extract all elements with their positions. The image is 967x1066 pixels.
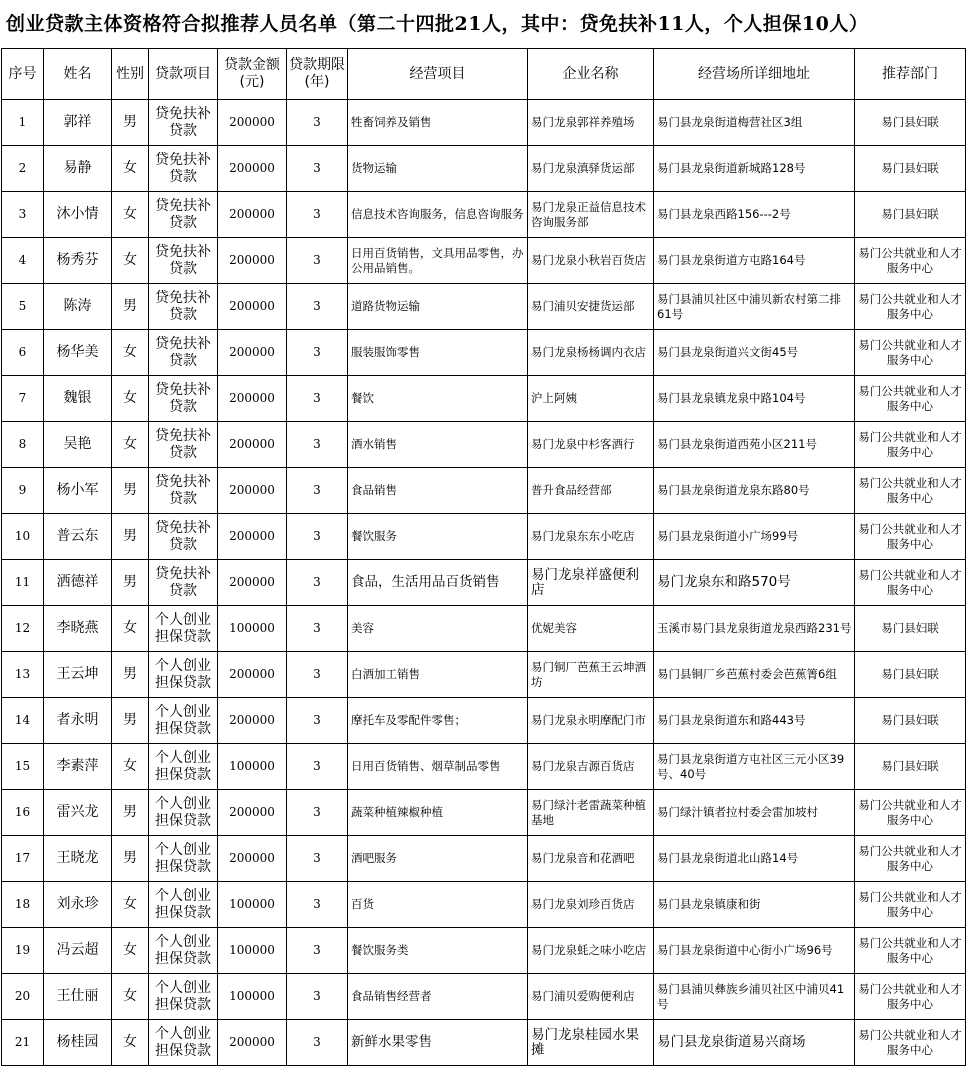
cell-idx: 16 bbox=[2, 790, 44, 836]
cell-term: 3 bbox=[287, 514, 348, 560]
recommendation-table bbox=[1, 48, 966, 1066]
header-row bbox=[2, 49, 966, 100]
cell-address: 易门县龙泉西路156---2号 bbox=[654, 192, 855, 238]
cell-company: 优妮美容 bbox=[528, 606, 654, 652]
table-row bbox=[2, 560, 966, 606]
cell-address: 易门县龙泉街道西苑小区211号 bbox=[654, 422, 855, 468]
header-project: 贷款项目 bbox=[149, 49, 218, 100]
cell-name: 王云坤 bbox=[44, 652, 112, 698]
cell-term: 3 bbox=[287, 698, 348, 744]
header-term: 贷款期限(年) bbox=[287, 49, 348, 100]
cell-idx: 20 bbox=[2, 974, 44, 1020]
cell-address: 易门县浦贝彝族乡浦贝社区中浦贝41号 bbox=[654, 974, 855, 1020]
cell-idx: 2 bbox=[2, 146, 44, 192]
cell-address: 玉溪市易门县龙泉街道龙泉西路231号 bbox=[654, 606, 855, 652]
cell-address: 易门县龙泉镇康和街 bbox=[654, 882, 855, 928]
cell-address: 易门县龙泉街道中心街小广场96号 bbox=[654, 928, 855, 974]
cell-address: 易门县龙泉街道东和路443号 bbox=[654, 698, 855, 744]
cell-dept: 易门公共就业和人才服务中心 bbox=[855, 376, 966, 422]
cell-amount: 100000 bbox=[218, 606, 287, 652]
cell-term: 3 bbox=[287, 192, 348, 238]
cell-business: 日用百货销售、烟草制品零售 bbox=[348, 744, 528, 790]
cell-business: 酒吧服务 bbox=[348, 836, 528, 882]
cell-project: 贷免扶补贷款 bbox=[149, 284, 218, 330]
cell-term: 3 bbox=[287, 468, 348, 514]
cell-name: 冯云超 bbox=[44, 928, 112, 974]
cell-name: 王晓龙 bbox=[44, 836, 112, 882]
header-dept: 推荐部门 bbox=[855, 49, 966, 100]
cell-gender: 男 bbox=[112, 560, 149, 606]
cell-amount: 200000 bbox=[218, 238, 287, 284]
cell-company: 易门龙泉桂园水果摊 bbox=[528, 1020, 654, 1066]
cell-idx: 17 bbox=[2, 836, 44, 882]
cell-address: 易门县龙泉街道北山路14号 bbox=[654, 836, 855, 882]
cell-project: 个人创业担保贷款 bbox=[149, 836, 218, 882]
cell-business: 酒水销售 bbox=[348, 422, 528, 468]
cell-company: 易门龙泉东东小吃店 bbox=[528, 514, 654, 560]
cell-business: 餐饮 bbox=[348, 376, 528, 422]
table-row bbox=[2, 974, 966, 1020]
cell-gender: 女 bbox=[112, 422, 149, 468]
cell-company: 易门龙泉郭祥养殖场 bbox=[528, 100, 654, 146]
cell-term: 3 bbox=[287, 882, 348, 928]
cell-project: 贷免扶补贷款 bbox=[149, 468, 218, 514]
cell-dept: 易门县妇联 bbox=[855, 698, 966, 744]
cell-amount: 200000 bbox=[218, 790, 287, 836]
cell-business: 食品销售经营者 bbox=[348, 974, 528, 1020]
page-title: 创业贷款主体资格符合拟推荐人员名单（第二十四批21人，其中：贷免扶补11人，个人担保10人） bbox=[6, 13, 869, 35]
cell-gender: 男 bbox=[112, 836, 149, 882]
table-row bbox=[2, 330, 966, 376]
cell-business: 日用百货销售，文具用品零售，办公用品销售。 bbox=[348, 238, 528, 284]
cell-project: 贷免扶补贷款 bbox=[149, 330, 218, 376]
cell-gender: 女 bbox=[112, 882, 149, 928]
table-row bbox=[2, 744, 966, 790]
cell-project: 个人创业担保贷款 bbox=[149, 606, 218, 652]
cell-term: 3 bbox=[287, 560, 348, 606]
cell-business: 食品销售 bbox=[348, 468, 528, 514]
cell-amount: 200000 bbox=[218, 330, 287, 376]
cell-name: 洒德祥 bbox=[44, 560, 112, 606]
cell-business: 蔬菜种植辣椒种植 bbox=[348, 790, 528, 836]
cell-gender: 男 bbox=[112, 514, 149, 560]
cell-company: 易门龙泉永明摩配门市 bbox=[528, 698, 654, 744]
cell-amount: 200000 bbox=[218, 652, 287, 698]
cell-project: 贷免扶补贷款 bbox=[149, 560, 218, 606]
cell-company: 易门龙泉滇驿货运部 bbox=[528, 146, 654, 192]
cell-dept: 易门公共就业和人才服务中心 bbox=[855, 560, 966, 606]
cell-gender: 女 bbox=[112, 1020, 149, 1066]
table-row bbox=[2, 192, 966, 238]
cell-gender: 男 bbox=[112, 100, 149, 146]
cell-name: 陈涛 bbox=[44, 284, 112, 330]
cell-gender: 女 bbox=[112, 928, 149, 974]
table-row bbox=[2, 698, 966, 744]
table-row bbox=[2, 790, 966, 836]
cell-amount: 100000 bbox=[218, 928, 287, 974]
header-address: 经营场所详细地址 bbox=[654, 49, 855, 100]
cell-business: 餐饮服务类 bbox=[348, 928, 528, 974]
cell-project: 贷免扶补贷款 bbox=[149, 422, 218, 468]
cell-project: 贷免扶补贷款 bbox=[149, 238, 218, 284]
cell-project: 个人创业担保贷款 bbox=[149, 1020, 218, 1066]
cell-idx: 9 bbox=[2, 468, 44, 514]
cell-company: 易门龙泉小秋岩百货店 bbox=[528, 238, 654, 284]
cell-project: 贷免扶补贷款 bbox=[149, 514, 218, 560]
cell-project: 个人创业担保贷款 bbox=[149, 652, 218, 698]
cell-address: 易门龙泉东和路570号 bbox=[654, 560, 855, 606]
cell-name: 沐小情 bbox=[44, 192, 112, 238]
cell-amount: 200000 bbox=[218, 698, 287, 744]
cell-term: 3 bbox=[287, 928, 348, 974]
cell-company: 易门龙泉正益信息技术咨询服务部 bbox=[528, 192, 654, 238]
cell-company: 易门龙泉中杉客酒行 bbox=[528, 422, 654, 468]
cell-idx: 15 bbox=[2, 744, 44, 790]
cell-name: 刘永珍 bbox=[44, 882, 112, 928]
table-row bbox=[2, 606, 966, 652]
cell-dept: 易门公共就业和人才服务中心 bbox=[855, 330, 966, 376]
cell-amount: 200000 bbox=[218, 284, 287, 330]
cell-amount: 200000 bbox=[218, 514, 287, 560]
cell-project: 个人创业担保贷款 bbox=[149, 974, 218, 1020]
cell-name: 杨华美 bbox=[44, 330, 112, 376]
cell-dept: 易门县妇联 bbox=[855, 744, 966, 790]
cell-gender: 女 bbox=[112, 744, 149, 790]
cell-term: 3 bbox=[287, 146, 348, 192]
cell-company: 易门浦贝安捷货运部 bbox=[528, 284, 654, 330]
cell-idx: 4 bbox=[2, 238, 44, 284]
cell-business: 信息技术咨询服务，信息咨询服务 bbox=[348, 192, 528, 238]
cell-business: 白酒加工销售 bbox=[348, 652, 528, 698]
cell-term: 3 bbox=[287, 330, 348, 376]
cell-name: 郭祥 bbox=[44, 100, 112, 146]
cell-address: 易门县龙泉街道方屯社区三元小区39号、40号 bbox=[654, 744, 855, 790]
header-business: 经营项目 bbox=[348, 49, 528, 100]
cell-idx: 21 bbox=[2, 1020, 44, 1066]
cell-term: 3 bbox=[287, 1020, 348, 1066]
cell-company: 易门龙泉祥盛便利店 bbox=[528, 560, 654, 606]
cell-amount: 200000 bbox=[218, 836, 287, 882]
cell-idx: 3 bbox=[2, 192, 44, 238]
cell-project: 贷免扶补贷款 bbox=[149, 192, 218, 238]
cell-address: 易门县龙泉街道兴文街45号 bbox=[654, 330, 855, 376]
cell-name: 杨秀芬 bbox=[44, 238, 112, 284]
header-amount: 贷款金额(元) bbox=[218, 49, 287, 100]
table-row bbox=[2, 422, 966, 468]
cell-term: 3 bbox=[287, 836, 348, 882]
header-idx: 序号 bbox=[2, 49, 44, 100]
cell-amount: 100000 bbox=[218, 974, 287, 1020]
cell-company: 易门龙泉音和花酒吧 bbox=[528, 836, 654, 882]
cell-term: 3 bbox=[287, 284, 348, 330]
cell-business: 新鲜水果零售 bbox=[348, 1020, 528, 1066]
cell-business: 道路货物运输 bbox=[348, 284, 528, 330]
cell-dept: 易门县妇联 bbox=[855, 606, 966, 652]
cell-gender: 男 bbox=[112, 468, 149, 514]
cell-business: 食品，生活用品百货销售 bbox=[348, 560, 528, 606]
cell-term: 3 bbox=[287, 790, 348, 836]
cell-idx: 5 bbox=[2, 284, 44, 330]
table-row bbox=[2, 146, 966, 192]
cell-name: 易静 bbox=[44, 146, 112, 192]
cell-project: 个人创业担保贷款 bbox=[149, 882, 218, 928]
cell-dept: 易门公共就业和人才服务中心 bbox=[855, 882, 966, 928]
cell-address: 易门县龙泉街道方屯路164号 bbox=[654, 238, 855, 284]
cell-dept: 易门公共就业和人才服务中心 bbox=[855, 928, 966, 974]
cell-amount: 200000 bbox=[218, 422, 287, 468]
cell-name: 杨小军 bbox=[44, 468, 112, 514]
cell-project: 个人创业担保贷款 bbox=[149, 744, 218, 790]
cell-company: 易门龙泉刘珍百货店 bbox=[528, 882, 654, 928]
table-row bbox=[2, 376, 966, 422]
cell-amount: 200000 bbox=[218, 146, 287, 192]
cell-address: 易门县龙泉街道龙泉东路80号 bbox=[654, 468, 855, 514]
cell-term: 3 bbox=[287, 238, 348, 284]
table-row bbox=[2, 100, 966, 146]
cell-name: 者永明 bbox=[44, 698, 112, 744]
cell-address: 易门县龙泉街道小广场99号 bbox=[654, 514, 855, 560]
cell-idx: 1 bbox=[2, 100, 44, 146]
cell-business: 服装服饰零售 bbox=[348, 330, 528, 376]
cell-dept: 易门公共就业和人才服务中心 bbox=[855, 468, 966, 514]
cell-name: 王仕丽 bbox=[44, 974, 112, 1020]
cell-idx: 13 bbox=[2, 652, 44, 698]
cell-address: 易门县铜厂乡芭蕉村委会芭蕉箐6组 bbox=[654, 652, 855, 698]
cell-gender: 男 bbox=[112, 790, 149, 836]
cell-project: 贷免扶补贷款 bbox=[149, 376, 218, 422]
cell-name: 李素萍 bbox=[44, 744, 112, 790]
cell-name: 魏银 bbox=[44, 376, 112, 422]
cell-company: 易门浦贝爱购便利店 bbox=[528, 974, 654, 1020]
cell-idx: 18 bbox=[2, 882, 44, 928]
cell-name: 杨桂园 bbox=[44, 1020, 112, 1066]
cell-term: 3 bbox=[287, 974, 348, 1020]
cell-idx: 11 bbox=[2, 560, 44, 606]
cell-dept: 易门公共就业和人才服务中心 bbox=[855, 1020, 966, 1066]
cell-term: 3 bbox=[287, 100, 348, 146]
cell-project: 贷免扶补贷款 bbox=[149, 146, 218, 192]
cell-gender: 男 bbox=[112, 698, 149, 744]
table-row bbox=[2, 284, 966, 330]
cell-business: 餐饮服务 bbox=[348, 514, 528, 560]
cell-name: 吴艳 bbox=[44, 422, 112, 468]
cell-term: 3 bbox=[287, 606, 348, 652]
cell-amount: 200000 bbox=[218, 192, 287, 238]
cell-dept: 易门县妇联 bbox=[855, 652, 966, 698]
cell-idx: 12 bbox=[2, 606, 44, 652]
cell-address: 易门县龙泉街道梅营社区3组 bbox=[654, 100, 855, 146]
cell-idx: 6 bbox=[2, 330, 44, 376]
cell-amount: 200000 bbox=[218, 100, 287, 146]
table-row bbox=[2, 468, 966, 514]
cell-company: 易门龙泉杨杨调内衣店 bbox=[528, 330, 654, 376]
table-row bbox=[2, 1020, 966, 1066]
cell-company: 普升食品经营部 bbox=[528, 468, 654, 514]
cell-address: 易门绿汁镇者拉村委会雷加坡村 bbox=[654, 790, 855, 836]
cell-amount: 100000 bbox=[218, 744, 287, 790]
cell-business: 百货 bbox=[348, 882, 528, 928]
cell-amount: 200000 bbox=[218, 560, 287, 606]
cell-business: 摩托车及零配件零售； bbox=[348, 698, 528, 744]
cell-gender: 女 bbox=[112, 238, 149, 284]
cell-project: 贷免扶补贷款 bbox=[149, 100, 218, 146]
table-row bbox=[2, 514, 966, 560]
cell-term: 3 bbox=[287, 744, 348, 790]
cell-gender: 男 bbox=[112, 652, 149, 698]
cell-company: 易门龙泉吉源百货店 bbox=[528, 744, 654, 790]
cell-amount: 200000 bbox=[218, 1020, 287, 1066]
header-gender: 性别 bbox=[112, 49, 149, 100]
cell-amount: 200000 bbox=[218, 376, 287, 422]
cell-amount: 200000 bbox=[218, 468, 287, 514]
cell-business: 美容 bbox=[348, 606, 528, 652]
cell-company: 沪上阿姨 bbox=[528, 376, 654, 422]
cell-gender: 女 bbox=[112, 330, 149, 376]
cell-dept: 易门公共就业和人才服务中心 bbox=[855, 422, 966, 468]
cell-dept: 易门县妇联 bbox=[855, 146, 966, 192]
table-row bbox=[2, 928, 966, 974]
cell-address: 易门县龙泉街道新城路128号 bbox=[654, 146, 855, 192]
cell-term: 3 bbox=[287, 652, 348, 698]
cell-business: 牲畜饲养及销售 bbox=[348, 100, 528, 146]
cell-company: 易门铜厂芭蕉王云坤酒坊 bbox=[528, 652, 654, 698]
cell-amount: 100000 bbox=[218, 882, 287, 928]
cell-idx: 10 bbox=[2, 514, 44, 560]
table-row bbox=[2, 652, 966, 698]
cell-dept: 易门县妇联 bbox=[855, 192, 966, 238]
cell-name: 普云东 bbox=[44, 514, 112, 560]
cell-address: 易门县龙泉街道易兴商场 bbox=[654, 1020, 855, 1066]
cell-name: 李晓燕 bbox=[44, 606, 112, 652]
cell-dept: 易门公共就业和人才服务中心 bbox=[855, 238, 966, 284]
cell-name: 雷兴龙 bbox=[44, 790, 112, 836]
cell-dept: 易门公共就业和人才服务中心 bbox=[855, 974, 966, 1020]
header-company: 企业名称 bbox=[528, 49, 654, 100]
cell-address: 易门县浦贝社区中浦贝新农村第二排61号 bbox=[654, 284, 855, 330]
cell-idx: 7 bbox=[2, 376, 44, 422]
table-row bbox=[2, 238, 966, 284]
cell-term: 3 bbox=[287, 376, 348, 422]
header-name: 姓名 bbox=[44, 49, 112, 100]
cell-project: 个人创业担保贷款 bbox=[149, 698, 218, 744]
cell-company: 易门绿汁老雷蔬菜种植基地 bbox=[528, 790, 654, 836]
cell-dept: 易门公共就业和人才服务中心 bbox=[855, 836, 966, 882]
cell-dept: 易门公共就业和人才服务中心 bbox=[855, 790, 966, 836]
cell-gender: 男 bbox=[112, 284, 149, 330]
cell-gender: 女 bbox=[112, 376, 149, 422]
cell-gender: 女 bbox=[112, 192, 149, 238]
table-row bbox=[2, 836, 966, 882]
cell-idx: 8 bbox=[2, 422, 44, 468]
cell-project: 个人创业担保贷款 bbox=[149, 928, 218, 974]
cell-dept: 易门县妇联 bbox=[855, 100, 966, 146]
cell-project: 个人创业担保贷款 bbox=[149, 790, 218, 836]
cell-dept: 易门公共就业和人才服务中心 bbox=[855, 284, 966, 330]
cell-gender: 女 bbox=[112, 974, 149, 1020]
cell-idx: 14 bbox=[2, 698, 44, 744]
cell-gender: 女 bbox=[112, 146, 149, 192]
cell-idx: 19 bbox=[2, 928, 44, 974]
cell-dept: 易门公共就业和人才服务中心 bbox=[855, 514, 966, 560]
cell-address: 易门县龙泉镇龙泉中路104号 bbox=[654, 376, 855, 422]
cell-gender: 女 bbox=[112, 606, 149, 652]
cell-company: 易门龙泉蚝之味小吃店 bbox=[528, 928, 654, 974]
table-row bbox=[2, 882, 966, 928]
cell-business: 货物运输 bbox=[348, 146, 528, 192]
cell-term: 3 bbox=[287, 422, 348, 468]
